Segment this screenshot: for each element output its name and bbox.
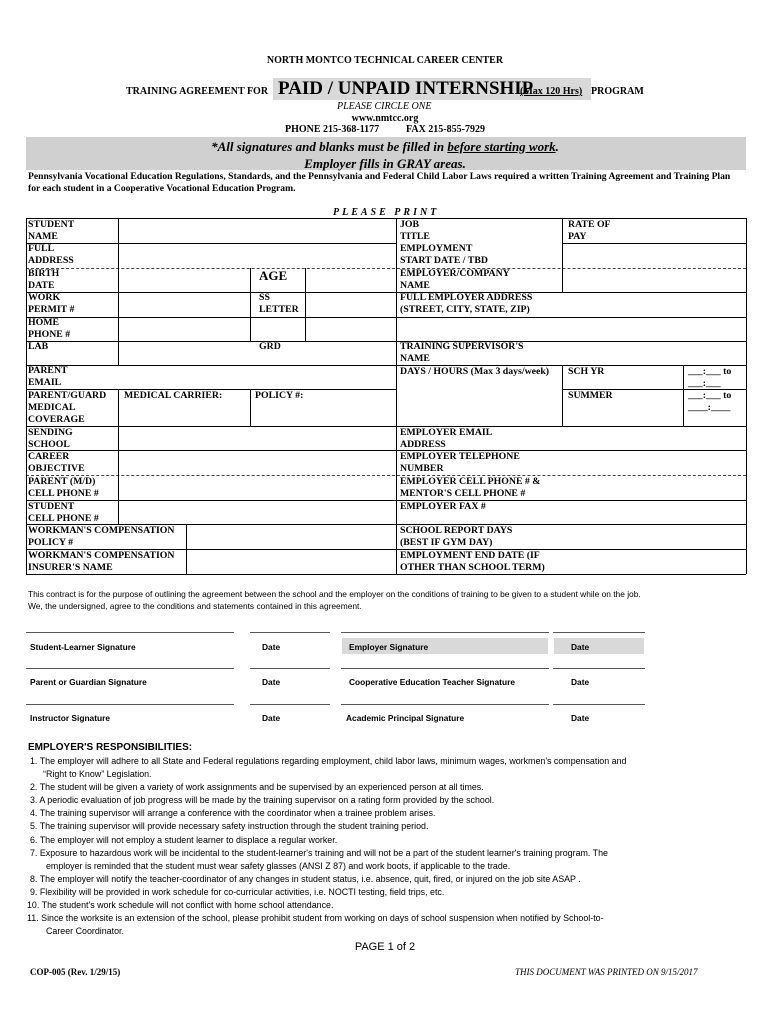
signature-line [341,668,549,669]
label-age: AGE [259,268,288,283]
table-rule [26,292,746,293]
coop-teacher-signature: Cooperative Education Teacher Signature [349,677,515,687]
list-item: 7. Exposure to hazardous work will be incidental to the student-learner's training and will not be a part of the student learner's training program. The [30,848,608,858]
list-item: 4. The training supervisor will arrange a conference with the coordinator when a trainee problem arises. [30,808,436,818]
table-rule [26,450,746,451]
label-ss-letter: SS LETTER [259,292,299,315]
signature-line [341,704,549,705]
list-item: 1. The employer will adhere to all State and Federal regulations regarding employment, child labor laws, minimum wages, workmen's compensation and [30,756,627,766]
signature-line [26,668,234,669]
list-item: 2. The student will be given a variety of work assignments and be supervised by an experienced person at all times. [30,782,484,792]
program-word: PROGRAM [591,86,644,97]
phone: PHONE 215-368-1177 [285,124,380,135]
list-item: Career Coordinator. [46,926,124,936]
label-summer: SUMMER [568,390,613,401]
agreement-label: TRAINING AGREEMENT FOR [126,86,269,97]
please-print: PLEASE PRINT [333,207,440,218]
list-item: employer is reminded that the student must wear safety glasses (ANSI Z 87) and work boots, if applicable to the trade. [46,861,511,871]
list-item: 6. The employer will not employ a student learner to displace a regular worker. [30,835,338,845]
law-text: Pennsylvania Vocational Education Regulations, Standards, and the Pennsylvania and Federal Child Labor Laws required a written Training Agreement and Training Plan for each student in a Cooperative Vocational Education Program. [28,171,731,194]
parent-guardian-signature: Parent or Guardian Signature [30,677,147,687]
table-mid-divider [396,218,397,574]
label-training-supervisor: TRAINING SUPERVISOR'S NAME [400,341,524,364]
website: www.nmtcc.org [351,113,419,124]
table-rule [26,475,746,476]
program-max-hours: (Max 120 Hrs) [520,86,583,97]
fax: FAX 215-855-7929 [406,124,485,135]
responsibilities-title: EMPLOYER'S RESPONSIBILITIES: [28,742,193,753]
table-col-divider [250,389,251,426]
label-employer-address: FULL EMPLOYER ADDRESS (STREET, CITY, STATE, ZIP) [400,292,533,315]
table-rule [26,317,396,318]
instructor-signature: Instructor Signature [30,713,111,723]
signature-note-underlined: before starting work [447,139,556,154]
signature-line [250,632,330,633]
sch-yr-time-end: ___:___ [688,378,721,389]
label-student-cell: STUDENT CELL PHONE # [28,501,99,524]
instructor-signature-date: Date [262,713,281,723]
summer-time-end: ____:____ [688,402,731,413]
student-signature-date: Date [262,642,281,652]
table-col-divider [562,365,563,426]
printed-date: THIS DOCUMENT WAS PRINTED ON 9/15/2017 [515,967,698,977]
signature-line [341,632,549,633]
table-rule [26,500,746,501]
label-employer-fax: EMPLOYER FAX # [400,501,486,512]
table-left-border [26,218,27,574]
table-rule [26,268,746,269]
label-sch-yr: SCH YR [568,366,605,377]
label-workman-insurer: WORKMAN'S COMPENSATION INSURER'S NAME [28,550,175,573]
signature-note-post: . [555,139,559,154]
table-col-divider [186,524,187,574]
list-item: 9. Flexibility will be provided in work schedule for co-curricular activities, i.e. NOCTI testing, field trips, etc. [30,887,445,897]
list-item: “Right to Know” Legislation. [43,769,152,779]
signature-note [0,139,770,155]
list-item: 10. The student's work schedule will not conflict with home school attendance. [27,900,334,910]
label-birth-date: BIRTH DATE [28,268,60,291]
signature-line [250,668,330,669]
table-right-border [746,218,747,574]
signature-line [553,668,645,669]
label-medical-carrier: MEDICAL CARRIER: [124,390,223,401]
label-student-name: STUDENT NAME [28,219,75,242]
table-rule [26,426,746,427]
label-medical-coverage: PARENT/GUARD MEDICAL COVERAGE [28,390,107,425]
list-item: 5. The training supervisor will provide necessary safety instruction through the student training period. [30,821,429,831]
label-workman-policy: WORKMAN'S COMPENSATION POLICY # [28,525,175,548]
table-rule [26,243,396,244]
label-job-title: JOB TITLE [400,219,430,242]
label-work-permit: WORK PERMIT # [28,292,75,315]
table-col-divider [118,218,119,365]
school-name: NORTH MONTCO TECHNICAL CAREER CENTER [266,55,504,66]
label-parent-email: PARENT EMAIL [28,365,68,388]
label-grd: GRD [259,341,281,352]
parent-signature-date: Date [262,677,281,687]
list-item: 11. Since the worksite is an extension of the school, please prohibit student from working on days of school suspension when notified by School-to- [27,913,604,923]
label-full-address: FULL ADDRESS [28,243,74,266]
table-rule [396,317,746,318]
table-top-border [26,218,746,219]
principal-signature: Academic Principal Signature [346,713,465,723]
table-rule [26,341,746,342]
circle-note: PLEASE CIRCLE ONE [337,101,432,112]
signature-line [553,704,645,705]
form-id: COP-005 (Rev. 1/29/15) [30,967,121,977]
table-col-divider [305,268,306,341]
list-item: 8. The employer will notify the teacher-coordinator of any changes in student status, i.e. absence, quit, fired, or injured on the job site ASAP . [30,874,581,884]
employer-date-shade [554,638,644,654]
label-parent-cell: PARENT (M/D) CELL PHONE # [28,476,99,499]
contract-line-2: We, the undersigned, agree to the conditions and statements contained in this agreement. [28,601,362,611]
signature-line [26,704,234,705]
label-sending-school: SENDING SCHOOL [28,427,73,450]
table-col-divider [118,389,119,426]
program-title: PAID / UNPAID INTERNSHIP [278,78,534,99]
sch-yr-time-start: ___:___ to [688,366,732,377]
coop-teacher-signature-date: Date [571,677,590,687]
signature-line [553,632,645,633]
signature-line [26,632,234,633]
employer-signature: Employer Signature [349,642,429,652]
label-home-phone: HOME PHONE # [28,317,71,340]
table-bottom-border [26,574,746,575]
label-employment-end: EMPLOYMENT END DATE (IF OTHER THAN SCHOOL TERM) [400,550,545,573]
label-employment-start: EMPLOYMENT START DATE / TBD [400,243,488,266]
signature-line [250,704,330,705]
table-col-divider [562,218,563,292]
principal-signature-date: Date [571,713,590,723]
label-policy: POLICY #: [255,390,304,401]
employer-gray-note: Employer fills in GRAY areas. [304,156,466,171]
table-col-divider [683,365,684,426]
label-career-objective: CAREER OBJECTIVE [28,451,85,474]
list-item: 3. A periodic evaluation of job progress will be made by the training supervisor on a rating form provided by the school. [30,795,495,805]
label-rate-of-pay: RATE OF PAY [568,219,611,242]
student-learner-signature: Student-Learner Signature [30,642,136,652]
page-number: PAGE 1 of 2 [354,941,416,953]
table-rule [562,243,746,244]
label-employer-company: EMPLOYER/COMPANY NAME [400,268,510,291]
label-employer-email: EMPLOYER EMAIL ADDRESS [400,427,493,450]
label-school-report: SCHOOL REPORT DAYS (BEST IF GYM DAY) [400,525,513,548]
table-col-divider [118,426,119,524]
employer-signature-date: Date [571,642,590,652]
table-col-divider [250,268,251,341]
label-employer-phone: EMPLOYER TELEPHONE NUMBER [400,451,520,474]
signature-note-pre: *All signatures and blanks must be filled in [211,139,448,154]
table-rule [26,365,746,366]
label-employer-cell: EMPLOYER CELL PHONE # & MENTOR'S CELL PHONE # [400,476,541,499]
label-lab: LAB [28,341,49,352]
summer-time-start: ___:___ to [688,390,732,401]
label-days-hours: DAYS / HOURS (Max 3 days/week) [400,366,550,377]
contract-line-1: This contract is for the purpose of outlining the agreement between the school and the employer on the conditions of training to be given to a student while on the job. [28,589,641,599]
